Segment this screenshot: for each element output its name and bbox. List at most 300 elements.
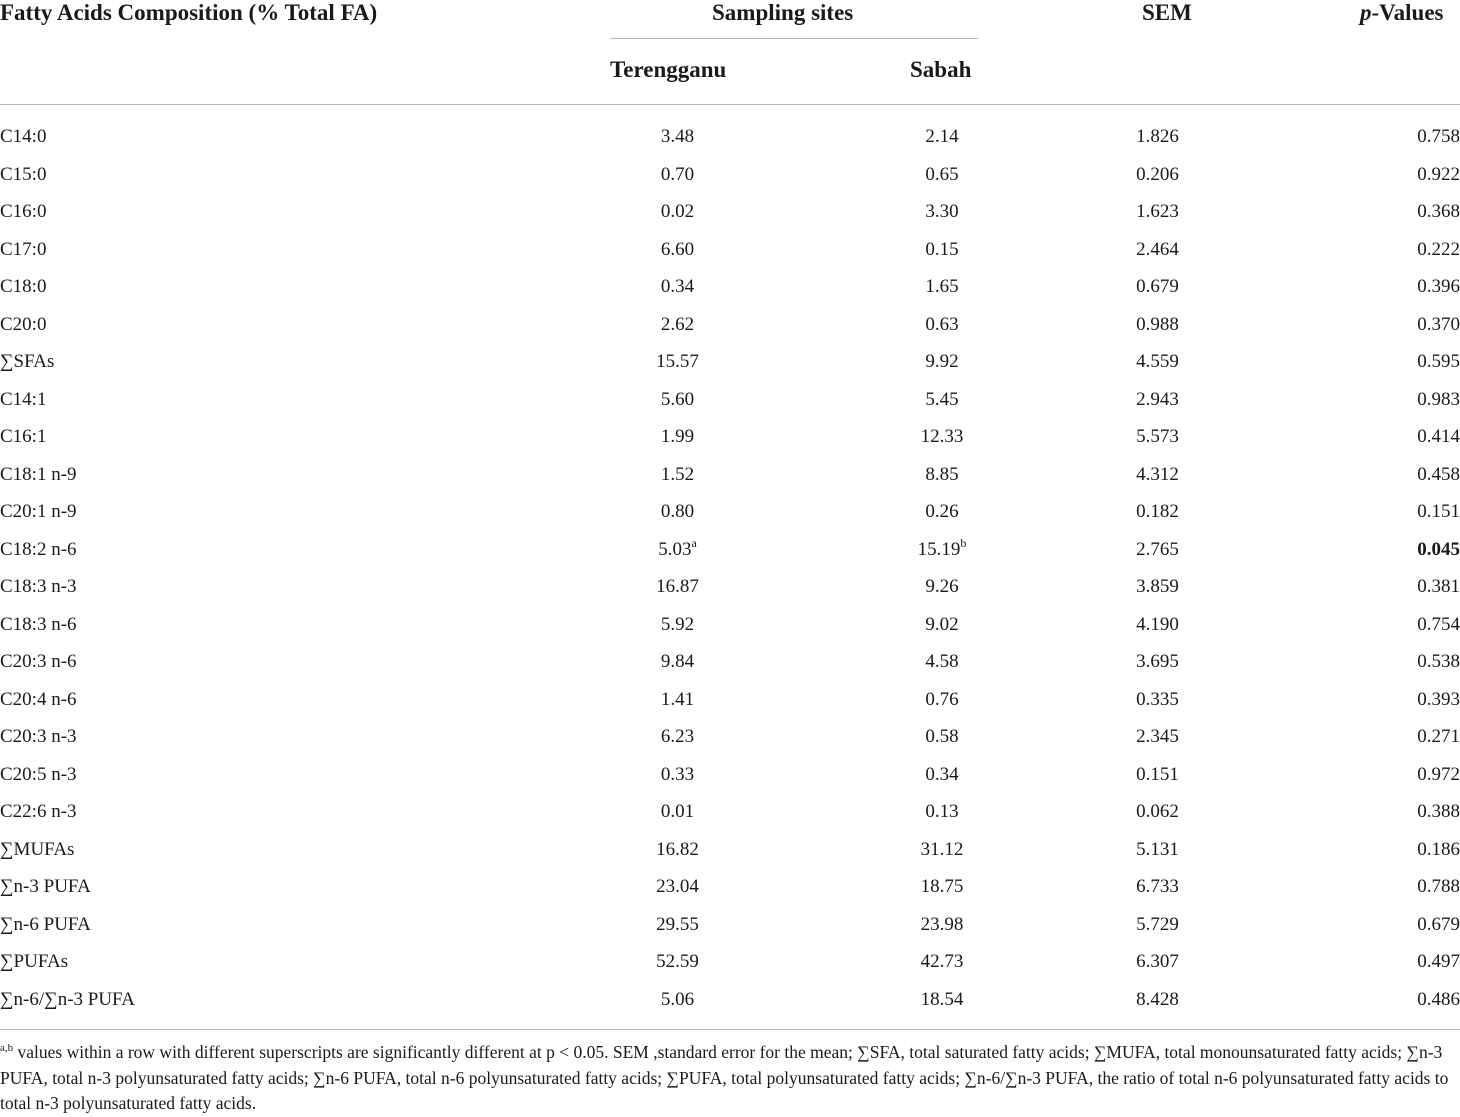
- p-value: [1350, 306, 1460, 344]
- sem-value-text: 2.943: [1136, 388, 1179, 410]
- table-row: [0, 643, 1460, 681]
- spacer-cell: [745, 231, 877, 269]
- sabah-value-text: 4.58: [925, 651, 959, 672]
- sabah-value-text: 9.26: [925, 576, 959, 597]
- p-value-text: 0.538: [1417, 651, 1460, 672]
- terengganu-value: [610, 868, 745, 906]
- sem-value-text: 3.695: [1136, 651, 1179, 672]
- fatty-acid-name-text: C18:2 n-6: [0, 538, 77, 560]
- spacer-cell: [745, 718, 877, 756]
- sem-value-text: 0.679: [1136, 276, 1179, 297]
- sem-value-text: 5.573: [1136, 426, 1179, 447]
- spacer-cell: [745, 268, 877, 306]
- sem-value: [1100, 943, 1215, 981]
- spacer-cell: [1215, 493, 1350, 531]
- terengganu-value: [610, 756, 745, 794]
- p-value: [1350, 418, 1460, 456]
- terengganu-value-text: 0.02: [660, 201, 695, 222]
- sabah-value-text: 3.30: [925, 201, 959, 222]
- sabah-value-text: 0.65: [925, 163, 959, 185]
- p-italic: p: [1360, 0, 1372, 25]
- terengganu-value-text: 23.04: [656, 876, 699, 897]
- fatty-acid-name: [0, 606, 610, 644]
- terengganu-value-text: 16.87: [656, 576, 699, 597]
- fatty-acid-name-text: ∑SFAs: [0, 351, 55, 372]
- p-value-text: 0.758: [1417, 126, 1460, 147]
- spacer-cell: [1007, 906, 1100, 944]
- p-value-text: 0.393: [1417, 688, 1460, 710]
- fatty-acid-name: [0, 943, 610, 981]
- terengganu-value-text: 5.03: [658, 538, 692, 560]
- sabah-value: [877, 531, 1007, 569]
- spacer-cell: [745, 793, 877, 831]
- sem-value-text: 8.428: [1136, 988, 1179, 1010]
- sabah-value: [877, 868, 1007, 906]
- spacer-cell: [745, 943, 877, 981]
- sem-value-text: 4.312: [1136, 463, 1179, 485]
- sem-value: [1100, 118, 1215, 156]
- sabah-value-text: 42.73: [920, 951, 964, 972]
- terengganu-value-text: 0.34: [660, 276, 695, 297]
- spacer-cell: [745, 643, 877, 681]
- sem-value: [1100, 643, 1215, 681]
- sabah-value: [877, 231, 1007, 269]
- p-value: [1350, 831, 1460, 869]
- spacer-cell: [1215, 568, 1350, 606]
- sem-value: [1100, 231, 1215, 269]
- terengganu-value-text: 0.01: [660, 801, 695, 822]
- p-value-text: 0.396: [1417, 276, 1460, 297]
- p-value-text: 0.679: [1417, 913, 1460, 935]
- spacer-cell: [1007, 268, 1100, 306]
- header-bottom-rule: [0, 104, 1460, 105]
- sabah-value-text: 18.54: [920, 988, 964, 1010]
- fatty-acid-name: [0, 231, 610, 269]
- sem-value-text: 2.765: [1136, 538, 1179, 560]
- column-header-sabah: Sabah: [910, 57, 972, 82]
- p-value-text: 0.368: [1417, 201, 1460, 222]
- sabah-value: [877, 606, 1007, 644]
- terengganu-value: [610, 531, 745, 569]
- fatty-acid-name: [0, 793, 610, 831]
- spacer-cell: [1215, 868, 1350, 906]
- table-row: [0, 156, 1460, 194]
- sem-value: [1100, 418, 1215, 456]
- p-value: [1350, 681, 1460, 719]
- sem-value-text: 2.345: [1136, 726, 1179, 747]
- spacer-cell: [1215, 231, 1350, 269]
- sem-value: [1100, 981, 1215, 1019]
- spacer-cell: [1215, 793, 1350, 831]
- sabah-value: [877, 268, 1007, 306]
- sem-value-text: 4.190: [1136, 613, 1179, 635]
- spacer-cell: [1215, 831, 1350, 869]
- spacer-cell: [1007, 868, 1100, 906]
- terengganu-value: [610, 456, 745, 494]
- terengganu-value: [610, 118, 745, 156]
- spacer-cell: [1007, 568, 1100, 606]
- spacer-cell: [1007, 381, 1100, 419]
- fatty-acid-name-text: C17:0: [0, 238, 47, 260]
- fatty-acids-table: [0, 118, 1460, 1018]
- terengganu-value: [610, 568, 745, 606]
- terengganu-value-text: 16.82: [656, 838, 699, 860]
- table-row: [0, 831, 1460, 869]
- spacer-cell: [1215, 643, 1350, 681]
- sabah-value: [877, 643, 1007, 681]
- table-body: [0, 118, 1460, 1018]
- sabah-value-text: 0.15: [925, 238, 959, 260]
- sem-value: [1100, 681, 1215, 719]
- p-value-text: 0.271: [1417, 726, 1460, 747]
- terengganu-value: [610, 493, 745, 531]
- sabah-value: [877, 118, 1007, 156]
- terengganu-value: [610, 606, 745, 644]
- sabah-value-text: 1.65: [925, 276, 959, 297]
- table-row: [0, 681, 1460, 719]
- table-row: [0, 231, 1460, 269]
- p-value: [1350, 868, 1460, 906]
- sem-value: [1100, 306, 1215, 344]
- spacer-cell: [745, 456, 877, 494]
- sem-value: [1100, 156, 1215, 194]
- spacer-cell: [1215, 156, 1350, 194]
- sem-value-text: 2.464: [1136, 238, 1179, 260]
- table-row: [0, 456, 1460, 494]
- spacer-cell: [1215, 756, 1350, 794]
- fatty-acid-name-text: C20:3 n-3: [0, 726, 77, 747]
- spacer-cell: [1215, 381, 1350, 419]
- p-value-text: 0.388: [1417, 801, 1460, 822]
- spacer-cell: [745, 568, 877, 606]
- fatty-acid-name: [0, 643, 610, 681]
- sem-value: [1100, 493, 1215, 531]
- p-value: [1350, 643, 1460, 681]
- table-row: [0, 756, 1460, 794]
- fatty-acid-name: [0, 306, 610, 344]
- fatty-acid-name: [0, 831, 610, 869]
- terengganu-value: [610, 981, 745, 1019]
- terengganu-value-text: 6.60: [660, 238, 695, 260]
- sabah-value: [877, 681, 1007, 719]
- fatty-acid-name-text: C18:3 n-3: [0, 576, 77, 597]
- sabah-value: [877, 381, 1007, 419]
- fatty-acid-name-text: ∑n-6 PUFA: [0, 913, 91, 935]
- spacer-cell: [745, 118, 877, 156]
- fatty-acid-name-text: ∑n-6/∑n-3 PUFA: [0, 988, 135, 1010]
- spacer-cell: [1007, 606, 1100, 644]
- p-value-text: 0.151: [1417, 501, 1460, 522]
- sabah-value-text: 0.26: [925, 501, 959, 522]
- fatty-acid-name-text: C18:3 n-6: [0, 613, 77, 635]
- spacer-cell: [1215, 118, 1350, 156]
- fatty-acid-name: [0, 343, 610, 381]
- p-value-text: 0.186: [1417, 838, 1460, 860]
- p-value: [1350, 756, 1460, 794]
- spacer-cell: [1215, 343, 1350, 381]
- sabah-value-text: 12.33: [920, 426, 964, 447]
- p-values-suffix: -Values: [1371, 0, 1444, 25]
- spacer-cell: [745, 681, 877, 719]
- spacer-cell: [1215, 531, 1350, 569]
- terengganu-value-text: 0.33: [660, 763, 695, 785]
- p-value: [1350, 606, 1460, 644]
- fatty-acid-name-text: ∑PUFAs: [0, 951, 69, 972]
- terengganu-value: [610, 831, 745, 869]
- terengganu-value-text: 0.70: [660, 163, 695, 185]
- terengganu-value-text: 9.84: [660, 651, 695, 672]
- p-value-text: 0.486: [1417, 988, 1460, 1010]
- sabah-value: [877, 831, 1007, 869]
- sem-value-text: 5.729: [1136, 913, 1179, 935]
- sem-value-text: 0.182: [1136, 501, 1179, 522]
- terengganu-value: [610, 306, 745, 344]
- sabah-value-text: 0.58: [925, 726, 959, 747]
- footnote-text: values within a row with different superscripts are significantly different at p < 0.05. SEM ,standard error for the mean; ∑SFA, total saturated fatty acids; ∑MUFA, total monounsaturated fatty acids; ∑n-3 PUFA, total n-3 polyunsaturated fatty acids; ∑n-6 PUFA, total n-6 polyunsaturated fatty acids; ∑PUFA, total polyunsaturated fatty acids; ∑n-6/∑n-3 PUFA, the ratio of total n-6 polyunsaturated fatty acids to total n-3 polyunsaturated fatty acids.: [0, 1042, 1449, 1113]
- sabah-value: [877, 493, 1007, 531]
- p-value: [1350, 793, 1460, 831]
- terengganu-value-text: 5.60: [660, 388, 695, 410]
- terengganu-value: [610, 381, 745, 419]
- spacer-cell: [1007, 306, 1100, 344]
- spacer-cell: [1215, 681, 1350, 719]
- spacer-cell: [1007, 943, 1100, 981]
- p-value-text: 0.922: [1417, 163, 1460, 185]
- fatty-acid-name: [0, 681, 610, 719]
- fatty-acid-name: [0, 981, 610, 1019]
- spacer-cell: [1007, 793, 1100, 831]
- sem-value-text: 6.307: [1136, 951, 1179, 972]
- spacer-cell: [745, 193, 877, 231]
- spacer-cell: [745, 418, 877, 456]
- p-value-text: 0.458: [1417, 463, 1460, 485]
- sem-value: [1100, 868, 1215, 906]
- p-value: [1350, 156, 1460, 194]
- table-row: [0, 568, 1460, 606]
- spacer-cell: [1215, 193, 1350, 231]
- p-value-text: 0.370: [1417, 313, 1460, 335]
- fatty-acid-name-text: C20:3 n-6: [0, 651, 77, 672]
- sem-value-text: 5.131: [1136, 838, 1179, 860]
- spacer-cell: [1215, 306, 1350, 344]
- table-row: [0, 943, 1460, 981]
- sem-value: [1100, 343, 1215, 381]
- sem-value-text: 0.206: [1136, 163, 1179, 185]
- p-value: [1350, 381, 1460, 419]
- p-value: [1350, 231, 1460, 269]
- significance-superscript: a: [691, 535, 697, 550]
- fatty-acid-name-text: ∑n-3 PUFA: [0, 876, 91, 897]
- spacer-cell: [1007, 231, 1100, 269]
- fatty-acid-name: [0, 906, 610, 944]
- spacer-cell: [745, 906, 877, 944]
- fatty-acid-name-text: C20:4 n-6: [0, 688, 77, 710]
- table-row: [0, 868, 1460, 906]
- p-value: [1350, 568, 1460, 606]
- p-value: [1350, 493, 1460, 531]
- sabah-value-text: 8.85: [925, 463, 959, 485]
- terengganu-value-text: 52.59: [656, 951, 699, 972]
- fatty-acid-name: [0, 456, 610, 494]
- sabah-value-text: 9.92: [925, 351, 959, 372]
- table-row: [0, 793, 1460, 831]
- sem-value-text: 1.623: [1136, 201, 1179, 222]
- table-row: [0, 193, 1460, 231]
- table-row: [0, 268, 1460, 306]
- sem-value: [1100, 831, 1215, 869]
- spacer-cell: [1007, 831, 1100, 869]
- fatty-acid-name-text: C14:1: [0, 388, 47, 410]
- p-value: [1350, 456, 1460, 494]
- spacer-cell: [745, 831, 877, 869]
- fatty-acid-name: [0, 156, 610, 194]
- spacer-cell: [1007, 456, 1100, 494]
- table-footnote: [0, 1040, 1460, 1117]
- sabah-value: [877, 193, 1007, 231]
- p-value-text: 0.972: [1417, 763, 1460, 785]
- sem-value: [1100, 793, 1215, 831]
- sabah-value-text: 0.63: [925, 313, 959, 335]
- sabah-value: [877, 418, 1007, 456]
- sabah-value-text: 31.12: [920, 838, 964, 860]
- fatty-acid-name: [0, 756, 610, 794]
- sem-value-text: 0.062: [1136, 801, 1179, 822]
- table-row: [0, 343, 1460, 381]
- sabah-value-text: 23.98: [920, 913, 964, 935]
- table-row: [0, 381, 1460, 419]
- terengganu-value-text: 1.52: [660, 463, 695, 485]
- terengganu-value: [610, 681, 745, 719]
- sabah-value: [877, 306, 1007, 344]
- sabah-value-text: 18.75: [920, 876, 964, 897]
- fatty-acid-name: [0, 268, 610, 306]
- sem-value: [1100, 756, 1215, 794]
- fatty-acid-name-text: C15:0: [0, 163, 47, 185]
- sabah-value: [877, 943, 1007, 981]
- p-value: [1350, 718, 1460, 756]
- terengganu-value-text: 2.62: [660, 313, 695, 335]
- sabah-value-text: 0.34: [925, 763, 959, 785]
- sabah-value: [877, 756, 1007, 794]
- sabah-value: [877, 568, 1007, 606]
- sem-value: [1100, 531, 1215, 569]
- table-bottom-rule: [0, 1029, 1460, 1030]
- terengganu-value: [610, 906, 745, 944]
- sabah-value: [877, 718, 1007, 756]
- fatty-acid-name: [0, 868, 610, 906]
- spacer-cell: [1215, 418, 1350, 456]
- fatty-acid-name-text: C18:1 n-9: [0, 463, 77, 485]
- column-header-terengganu: Terengganu: [610, 57, 727, 82]
- fatty-acid-name: [0, 493, 610, 531]
- sem-value-text: 6.733: [1136, 876, 1179, 897]
- spacer-cell: [745, 343, 877, 381]
- sem-value: [1100, 381, 1215, 419]
- spacer-cell: [1007, 156, 1100, 194]
- sabah-value-text: 2.14: [925, 126, 959, 147]
- significance-superscript: b: [960, 535, 967, 550]
- fatty-acid-name-text: C16:1: [0, 426, 47, 447]
- terengganu-value: [610, 793, 745, 831]
- spacer-cell: [1215, 981, 1350, 1019]
- terengganu-value-text: 5.06: [660, 988, 695, 1010]
- spacer-cell: [745, 156, 877, 194]
- p-value: [1350, 531, 1460, 569]
- table-row: [0, 531, 1460, 569]
- fatty-acid-name: [0, 568, 610, 606]
- spacer-cell: [745, 381, 877, 419]
- sabah-value: [877, 456, 1007, 494]
- table-row: [0, 981, 1460, 1019]
- p-value-text: 0.983: [1417, 388, 1460, 410]
- spacer-cell: [1215, 268, 1350, 306]
- fatty-acid-name-text: C20:0: [0, 313, 47, 335]
- sem-value: [1100, 193, 1215, 231]
- spacer-cell: [745, 531, 877, 569]
- spacer-cell: [1007, 643, 1100, 681]
- sem-value: [1100, 606, 1215, 644]
- p-value: [1350, 193, 1460, 231]
- terengganu-value: [610, 231, 745, 269]
- sem-value: [1100, 568, 1215, 606]
- terengganu-value-text: 15.57: [656, 351, 699, 372]
- spacer-cell: [1215, 718, 1350, 756]
- table-row: [0, 718, 1460, 756]
- terengganu-value-text: 0.80: [660, 501, 695, 522]
- table-row: [0, 606, 1460, 644]
- spacer-cell: [1007, 718, 1100, 756]
- fatty-acid-name: [0, 718, 610, 756]
- p-value-text: 0.595: [1417, 351, 1460, 372]
- fatty-acid-name-text: ∑MUFAs: [0, 838, 75, 860]
- spacer-cell: [745, 606, 877, 644]
- p-value: [1350, 268, 1460, 306]
- spacer-cell: [1007, 343, 1100, 381]
- table-row: [0, 493, 1460, 531]
- fatty-acid-name: [0, 418, 610, 456]
- p-value: [1350, 906, 1460, 944]
- sem-value-text: 1.826: [1136, 126, 1179, 147]
- p-value-text: 0.381: [1417, 576, 1460, 597]
- table-row: [0, 418, 1460, 456]
- p-value: [1350, 118, 1460, 156]
- spacer-cell: [1215, 906, 1350, 944]
- p-value-text: 0.414: [1417, 426, 1460, 447]
- footnote-superscript: a,b: [0, 1042, 14, 1054]
- spacer-cell: [1215, 456, 1350, 494]
- sabah-value-text: 15.19: [917, 538, 961, 560]
- sem-value-text: 0.988: [1136, 313, 1179, 335]
- sabah-value: [877, 906, 1007, 944]
- p-value-text: 0.222: [1417, 238, 1460, 260]
- p-value: [1350, 943, 1460, 981]
- fatty-acid-name-text: C16:0: [0, 201, 47, 222]
- terengganu-value: [610, 343, 745, 381]
- spacer-cell: [745, 306, 877, 344]
- spacer-cell: [745, 981, 877, 1019]
- sem-value: [1100, 718, 1215, 756]
- terengganu-value-text: 6.23: [660, 726, 695, 747]
- terengganu-value: [610, 718, 745, 756]
- terengganu-value-text: 5.92: [660, 613, 695, 635]
- sabah-value-text: 5.45: [925, 388, 959, 410]
- spacer-cell: [745, 493, 877, 531]
- sem-value: [1100, 456, 1215, 494]
- spacer-cell: [1007, 493, 1100, 531]
- terengganu-value: [610, 193, 745, 231]
- sabah-value: [877, 156, 1007, 194]
- spacer-cell: [745, 756, 877, 794]
